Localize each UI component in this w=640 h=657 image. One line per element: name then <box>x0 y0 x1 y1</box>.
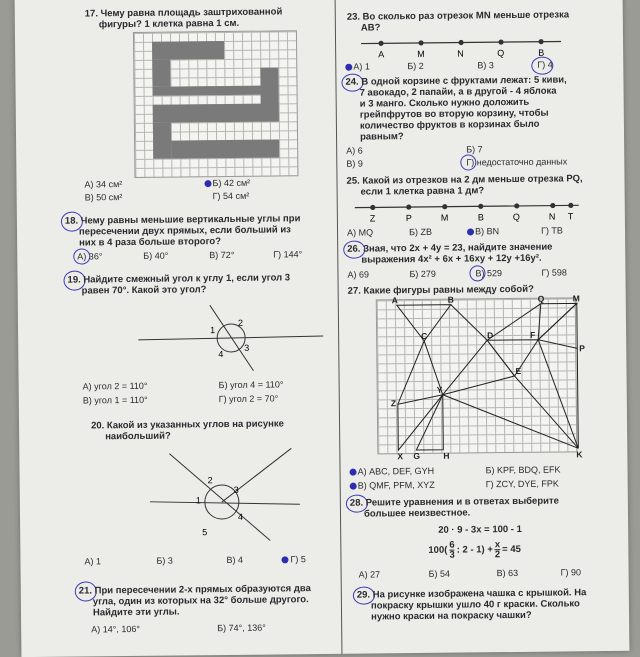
q19-text-1: 19. Найдите смежный угол к углу 1, если угол 3 <box>67 272 291 286</box>
point-n <box>550 203 555 208</box>
q29-text-2: покраску крышки ушло 40 г краски. Сколько <box>370 598 580 612</box>
q19-angle-diagram <box>138 294 329 376</box>
point-m <box>442 204 447 209</box>
q18-option-b[interactable]: Б) 40° <box>143 250 169 261</box>
q21-text-1: 21. При пересечении 2-х прямых образуются два <box>78 583 311 597</box>
angle-label-2: 2 <box>237 317 244 328</box>
q24-option-d[interactable]: Г) недостаточно данных <box>466 156 568 168</box>
column-divider <box>335 0 343 654</box>
vertex-label: B <box>447 294 454 305</box>
q26-text-2: выражения 4x² + 6x + 16xy + 12y +16y². <box>361 252 542 266</box>
q24-text-4: грейпфрутов во вторую корзину, чтобы <box>359 107 549 121</box>
line <box>169 453 270 542</box>
q23-option-c[interactable]: В) 3 <box>477 60 494 71</box>
q24-text-3: и 3 манго. Сколько нужно доложить <box>359 96 530 110</box>
label-q: Q <box>512 211 520 222</box>
angle-label-2: 2 <box>207 475 213 486</box>
numerator: x <box>494 539 501 551</box>
q17-option-c[interactable]: В) 50 см² <box>84 192 123 203</box>
q24-answer-circle <box>460 154 476 170</box>
label-q: Q <box>497 48 505 59</box>
q17-option-a[interactable]: А) 34 см² <box>84 179 123 190</box>
q19-option-d[interactable]: Г) угол 2 = 70° <box>218 393 279 405</box>
q24-option-c[interactable]: В) 9 <box>346 158 363 169</box>
q25-option-a[interactable]: А) MQ <box>346 227 374 238</box>
worksheet-page <box>15 0 630 657</box>
q20-option-c[interactable]: В) 4 <box>226 554 244 566</box>
vertex-label: K <box>576 449 583 460</box>
q27-option-c[interactable]: В) QMF, PFM, XYZ <box>357 479 435 491</box>
label-p: P <box>405 213 412 224</box>
q24-text-5: количество фруктов в корзинах было <box>359 118 540 132</box>
label-m: M <box>417 48 425 59</box>
shaded-bar <box>152 60 170 87</box>
q28-text-1: 28. Решите уравнения и в ответах выберите <box>349 495 559 509</box>
angle-label-3: 3 <box>233 484 239 495</box>
vertex-label: A <box>391 295 398 306</box>
shaded-bar <box>260 67 279 121</box>
q25-number-line <box>353 197 583 223</box>
q21-option-b[interactable]: Б) 74°, 136° <box>217 622 266 634</box>
q23-text-2: AB? <box>360 22 381 34</box>
q17-text-1: 17. Чему равна площадь заштрихованной <box>84 6 283 20</box>
q27-option-d[interactable]: Г) ZCY, DYE, FPK <box>485 478 559 490</box>
q24-text-2: 7 авокадо, 2 папайи, а в другой - 4 яблока <box>359 85 557 99</box>
angle-label-3: 3 <box>244 342 250 353</box>
vertex-label: X <box>397 451 404 462</box>
q18-option-d[interactable]: Г) 144° <box>273 249 303 260</box>
q21-text-3: Найдите эти углы. <box>92 606 180 619</box>
angle-label-1: 1 <box>210 325 216 336</box>
angle-label-5: 5 <box>202 527 208 538</box>
q28-option-c[interactable]: В) 63 <box>496 567 519 579</box>
numerator: 6 <box>449 539 455 551</box>
q28-option-a[interactable]: А) 27 <box>358 569 381 580</box>
q18-option-c[interactable]: В) 72° <box>209 249 235 261</box>
point-z <box>370 205 375 210</box>
q19-option-c[interactable]: В) угол 1 = 110° <box>82 394 148 406</box>
q17-filled-answer <box>204 180 211 187</box>
angle-label-4: 4 <box>237 511 244 522</box>
vertex-label: D <box>487 330 494 341</box>
q27-filled-answer-2 <box>350 483 357 490</box>
q27-figure-diagram <box>370 289 587 461</box>
q25-filled-answer <box>467 228 474 235</box>
q23-option-b[interactable]: Б) 2 <box>407 60 424 72</box>
vertex-label: Y <box>436 384 443 395</box>
q27-text-1: 27. Какие фигуры равны между собой? <box>347 283 534 297</box>
q20-text-1: 20. Какой из указанных углов на рисунке <box>90 418 284 432</box>
q28-equation-1: 20 · 9 - 3x = 100 - 1 <box>438 523 522 536</box>
q17-option-d[interactable]: Г) 54 см² <box>212 190 250 202</box>
q25-option-d[interactable]: Г) TB <box>540 225 563 236</box>
triangle-def <box>487 340 538 377</box>
vertex-label: P <box>579 343 585 354</box>
q19-text-2: равен 70°. Какой это угол? <box>81 284 207 297</box>
q27-option-a[interactable]: А) ABC, DEF, GYH <box>357 465 435 477</box>
label-t: T <box>567 211 574 222</box>
q24-text-1: 24. В одной корзине с фруктами лежат: 5 киви, <box>345 74 567 88</box>
point-m <box>418 40 423 45</box>
segment-yk <box>443 393 579 449</box>
point-t <box>568 203 573 208</box>
segment-line <box>355 205 579 207</box>
q20-option-d[interactable]: Г) 5 <box>290 554 306 565</box>
segment-pk <box>577 348 578 448</box>
point-a <box>378 41 383 46</box>
denominator: 2 <box>494 549 501 561</box>
label-m: M <box>440 212 449 223</box>
fraction <box>449 541 454 560</box>
q26-option-d[interactable]: Г) 598 <box>541 267 567 278</box>
q17-text-2: фигуры? 1 клетка равна 1 см. <box>98 17 240 31</box>
q28-equation-2 <box>428 540 521 560</box>
label-z: Z <box>369 213 376 224</box>
q20-text-2: наибольший? <box>105 430 171 443</box>
line <box>221 448 292 502</box>
angle-label-1: 1 <box>195 495 201 506</box>
q26-option-c[interactable]: В) 529 <box>475 268 503 279</box>
vertex-label: Z <box>390 398 397 409</box>
q17-grid <box>133 30 299 178</box>
eq2-part: 100( <box>428 544 448 556</box>
shaded-bar <box>153 86 261 96</box>
q28-option-b[interactable]: Б) 54 <box>428 568 451 579</box>
q21-text-2: угла, один из которых на 32° больше другого. <box>92 594 309 608</box>
q26-text-1: 26. Зная, что 2x + 4y = 23, найдите значение <box>347 241 553 255</box>
q27-option-b[interactable]: Б) KPF, BDQ, EFK <box>485 464 561 476</box>
q25-option-c[interactable]: В) BN <box>474 226 500 237</box>
segment-fk <box>538 339 578 448</box>
denominator: 3 <box>449 549 455 561</box>
q19-option-b[interactable]: Б) угол 4 = 110° <box>218 379 284 391</box>
triangle-gyh <box>416 395 444 450</box>
q19-option-a[interactable]: А) угол 2 = 110° <box>82 380 148 392</box>
label-n: N <box>457 48 464 59</box>
point-p <box>406 204 411 209</box>
q28-option-d[interactable]: Г) 90 <box>560 567 582 578</box>
label-b: B <box>477 212 484 223</box>
q23-answer-circle <box>531 57 553 75</box>
q25-text-1: 25. Какой из отрезков на 2 дм меньше отрезка PQ, <box>346 173 583 187</box>
eq2-part: : 2 - 1) + <box>456 544 493 556</box>
q20-option-a[interactable]: А) 1 <box>84 556 102 567</box>
q26-option-b[interactable]: Б) 279 <box>409 268 436 280</box>
triangle-pfm <box>538 303 577 348</box>
q20-angle-diagram <box>149 442 310 544</box>
q20-option-b[interactable]: Б) 3 <box>156 555 173 566</box>
q29-text-3: нужно краски на покраску чашки? <box>371 609 532 623</box>
eq2-part: = 45 <box>502 543 521 556</box>
shaded-bar <box>153 123 171 159</box>
vertex-label: C <box>421 330 428 341</box>
q23-filled-answer <box>345 64 352 71</box>
vertex-label: M <box>572 293 580 304</box>
q18-text-2: пересечении двух прямых, если больший из <box>78 224 291 238</box>
q25-text-2: если 1 клетка равна 1 дм? <box>360 185 485 198</box>
vertex-label: H <box>443 450 450 461</box>
vertex-label: G <box>413 450 421 462</box>
point-b <box>478 204 483 209</box>
q28-text-2: большее неизвестное. <box>363 507 471 520</box>
q17-option-b[interactable]: Б) 42 см² <box>212 177 251 189</box>
q29-text-1: 29. На рисунке изображена чашка с крышкой. На <box>356 587 587 601</box>
point-b <box>538 39 543 44</box>
triangle-dye <box>442 340 515 395</box>
vertex-label: Q <box>537 293 545 304</box>
label-n: N <box>548 211 556 222</box>
q26-option-a[interactable]: А) 69 <box>347 269 370 280</box>
q25-option-b[interactable]: Б) ZB <box>408 226 432 238</box>
segment-bd <box>451 304 487 340</box>
q18-text-1: 18. Чему равны меньшие вертикальные углы при <box>64 213 301 227</box>
q18-option-a[interactable]: А) 36° <box>77 251 103 262</box>
q27-filled-answer <box>350 469 357 476</box>
q24-text-6: равным? <box>359 131 404 143</box>
q23-option-d[interactable]: Г) 4 <box>537 59 553 70</box>
shaded-bar <box>152 41 224 60</box>
point-q <box>514 203 519 208</box>
segment-ek <box>515 375 579 449</box>
q24-option-a[interactable]: А) 6 <box>346 145 363 156</box>
label-a: A <box>378 49 385 60</box>
fraction <box>495 540 500 559</box>
vertex-label: F <box>530 329 536 340</box>
q24-option-b[interactable]: Б) 7 <box>466 144 483 155</box>
q23-option-a[interactable]: А) 1 <box>353 61 370 72</box>
q20-filled-answer <box>281 556 288 563</box>
point-n <box>458 40 463 45</box>
q21-option-a[interactable]: А) 14°, 106° <box>91 623 140 635</box>
shaded-bar <box>171 139 279 158</box>
q23-text-1: 23. Во сколько раз отрезок MN меньше отрезка <box>346 9 570 23</box>
q26-answer-circle <box>469 265 485 281</box>
point-q <box>498 39 503 44</box>
q18-text-3: них в 4 раза больше второго? <box>79 236 222 249</box>
label-b: B <box>538 47 545 58</box>
vertex-label: E <box>515 365 522 376</box>
angle-label-4: 4 <box>218 349 224 360</box>
